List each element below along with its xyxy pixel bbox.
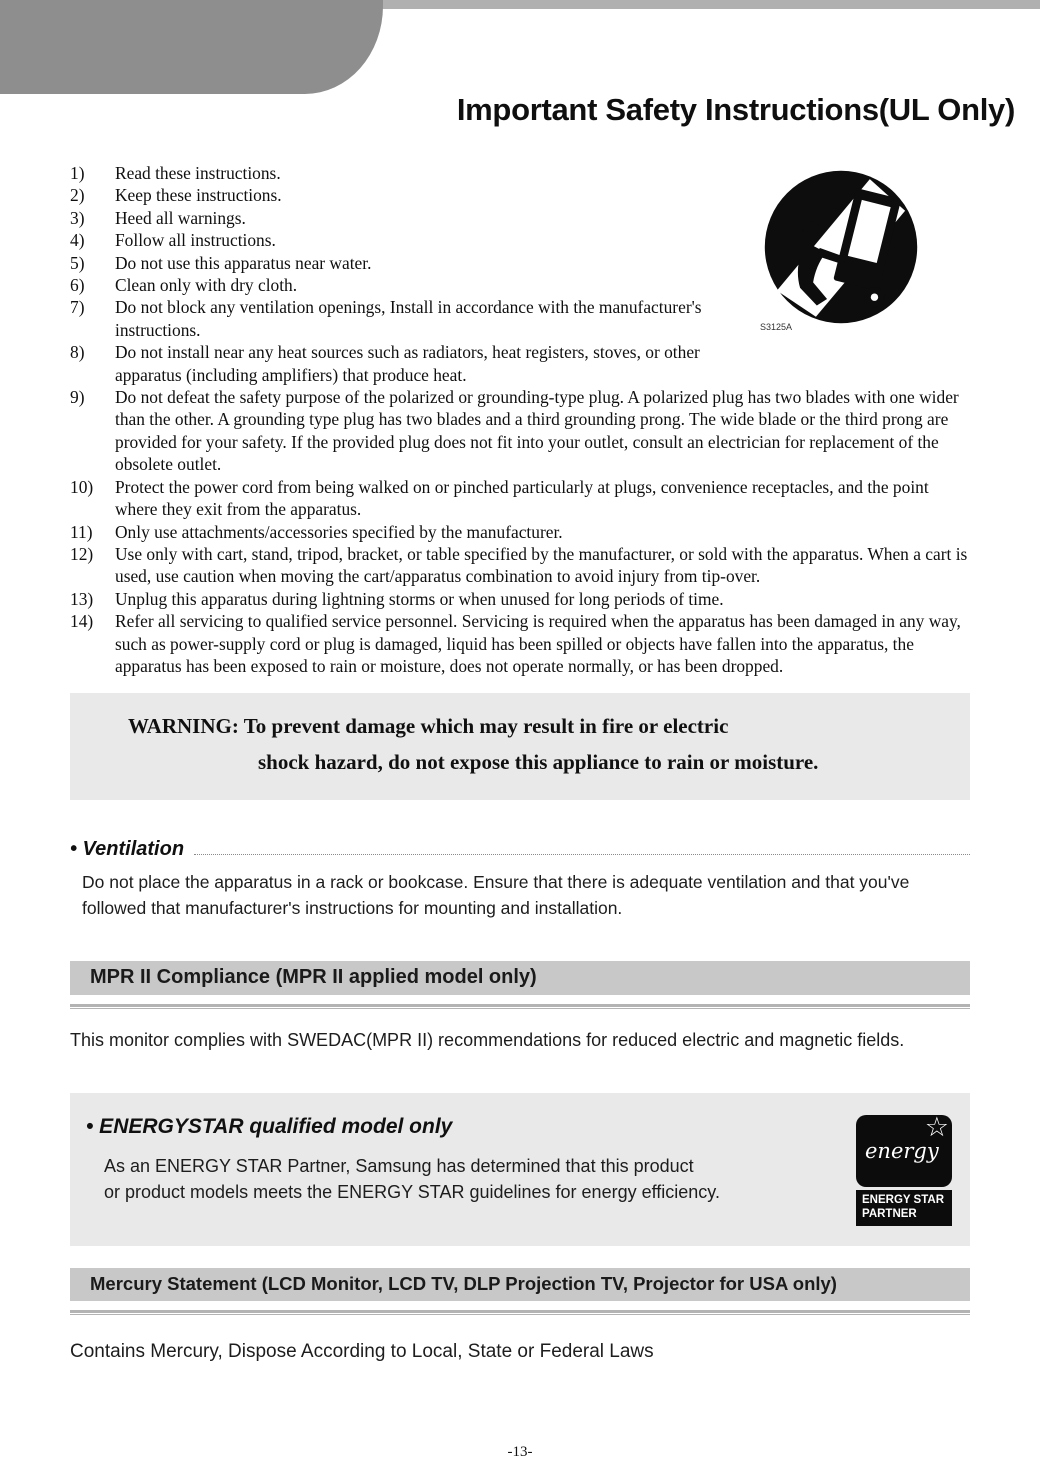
- symbol-caption: S3125A: [760, 322, 793, 332]
- energystar-box: [70, 1093, 970, 1246]
- energystar-body-line-1: As an ENERGY STAR Partner, Samsung has determined that this product: [104, 1156, 694, 1177]
- safety-instruction: [70, 341, 970, 386]
- ventilation-body: Do not place the apparatus in a rack or bookcase. Ensure that there is adequate ventilation and that you've followed that manufacturer's instructions for mounting and installation.: [82, 872, 910, 918]
- instruction-number: 11): [70, 521, 93, 542]
- safety-instruction: [70, 588, 970, 610]
- mercury-heading-bar: Mercury Statement (LCD Monitor, LCD TV, DLP Projection TV, Projector for USA only): [70, 1268, 970, 1301]
- energystar-text: [86, 1115, 844, 1226]
- instruction-text: Do not defeat the safety purpose of the polarized or grounding-type plug. A polarized plug has two blades with one wider than the other. A grounding type plug has two blades and a third grounding prong. The wide blade or the third prong are provided for your safety. If the provided plug does not fit into your outlet, consult an electrician for replacement of the obsolete outlet.: [115, 387, 959, 475]
- energystar-body: [104, 1154, 844, 1205]
- page-number: -13-: [507, 1444, 533, 1460]
- energystar-body-line-2: or product models meets the ENERGY STAR guidelines for energy efficiency.: [104, 1181, 720, 1202]
- safety-instruction: [70, 386, 970, 476]
- instruction-number: 9): [70, 387, 85, 408]
- warning-box: [70, 693, 970, 800]
- energystar-heading: • ENERGYSTAR qualified model only: [86, 1115, 453, 1139]
- instruction-text: Follow all instructions.: [115, 230, 276, 251]
- mpr-body: This monitor complies with SWEDAC(MPR II) recommendations for reduced electric and magnetic fields.: [70, 1030, 905, 1051]
- mercury-section: [70, 1268, 970, 1363]
- ventilation-section: [70, 838, 970, 921]
- warning-line-2: shock hazard, do not expose this appliance to rain or moisture.: [258, 750, 819, 775]
- page-title: Important Safety Instructions(UL Only): [456, 92, 1015, 127]
- energy-star-partner-line-2: PARTNER: [862, 1207, 917, 1220]
- ventilation-heading-row: [70, 838, 970, 861]
- safety-instruction: [70, 543, 970, 588]
- energy-star-partner-line-1: ENERGY STAR: [862, 1194, 945, 1207]
- double-rule: [70, 1004, 970, 1009]
- tip-over-cart-icon: [762, 168, 920, 326]
- warning-line-1: WARNING: To prevent damage which may result in fire or electric: [128, 714, 729, 739]
- instruction-number: 6): [70, 275, 85, 296]
- instruction-text: Heed all warnings.: [115, 207, 246, 228]
- tip-over-warning-symbol: [758, 162, 970, 342]
- instruction-text: Clean only with dry cloth.: [115, 275, 298, 296]
- instruction-text: Unplug this apparatus during lightning storms or when unused for long periods of time.: [115, 588, 724, 609]
- instruction-number: 7): [70, 297, 85, 318]
- instruction-text: Read these instructions.: [115, 163, 281, 183]
- safety-instruction: [70, 610, 970, 677]
- instruction-number: 14): [70, 611, 94, 632]
- energy-star-logo: [856, 1115, 952, 1226]
- instruction-number: 5): [70, 252, 85, 273]
- instruction-text: Do not block any ventilation openings, Install in accordance with the manufacturer's instructions.: [115, 297, 702, 340]
- instruction-text: Protect the power cord from being walked on or pinched particularly at plugs, convenience receptacles, and the point where they exit from the apparatus.: [115, 476, 929, 520]
- instruction-text: Only use attachments/accessories specified by the manufacturer.: [115, 521, 563, 542]
- instruction-number: 10): [70, 476, 94, 497]
- instruction-number: 8): [70, 342, 85, 363]
- mpr-section: [70, 961, 970, 1051]
- page-content: [70, 162, 970, 1363]
- instruction-number: 2): [70, 185, 85, 206]
- dotted-rule: [194, 854, 970, 855]
- energy-star-partner-label: [856, 1190, 952, 1226]
- energy-star-logo-emblem: [856, 1115, 952, 1187]
- header-band: [0, 0, 383, 94]
- instruction-number: 3): [70, 207, 85, 228]
- ventilation-heading: • Ventilation: [70, 838, 185, 861]
- instruction-number: 13): [70, 588, 94, 609]
- mpr-heading-bar: MPR II Compliance (MPR II applied model only): [70, 961, 970, 995]
- instruction-text: Do not use this apparatus near water.: [115, 252, 372, 273]
- instruction-number: 4): [70, 230, 85, 251]
- instruction-text: Refer all servicing to qualified service personnel. Servicing is required when the apparatus has been damaged in any way, such as power-supply cord or plug is damaged, liquid has been spilled or objects have fallen into the apparatus, the apparatus has been exposed to rain or moisture, does not operate normally, or has been dropped.: [115, 611, 961, 676]
- mercury-body: Contains Mercury, Dispose According to Local, State or Federal Laws: [70, 1340, 654, 1362]
- instruction-text: Keep these instructions.: [115, 185, 282, 206]
- instruction-number: 12): [70, 543, 94, 564]
- safety-instruction: [70, 521, 970, 543]
- double-rule: [70, 1310, 970, 1315]
- star-icon: ☆: [924, 1115, 949, 1143]
- instruction-text: Do not install near any heat sources such as radiators, heat registers, stoves, or other apparatus (including amplifiers) that produce heat.: [115, 342, 700, 385]
- energy-star-logo-word: energy: [865, 1139, 939, 1164]
- instruction-number: 1): [70, 163, 85, 183]
- page-header: [0, 0, 1040, 150]
- instruction-text: Use only with cart, stand, tripod, bracket, or table specified by the manufacturer, or sold with the apparatus. When a cart is used, use caution when moving the cart/apparatus combination to avoid injury from tip-over.: [115, 543, 968, 587]
- safety-instruction: [70, 476, 970, 521]
